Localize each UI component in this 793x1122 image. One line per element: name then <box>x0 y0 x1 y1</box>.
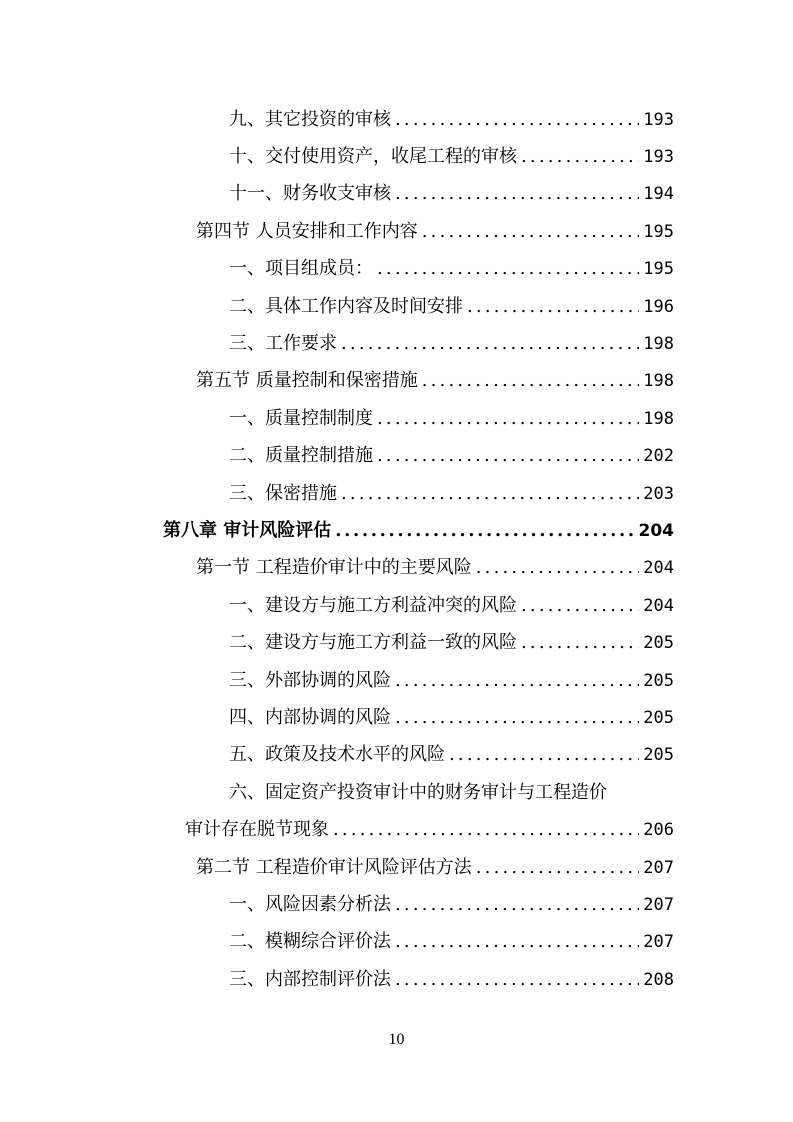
toc-entry-title: 三、外部协调的风险 <box>229 669 391 691</box>
toc-dot-leader <box>521 632 639 654</box>
toc-entry-title: 第五节 质量控制和保密措施 <box>196 370 418 392</box>
toc-entry[interactable] <box>0 550 793 587</box>
toc-entry-title: 二、模糊综合评价法 <box>229 931 391 953</box>
toc-entry[interactable] <box>0 512 793 549</box>
toc-entry-page: 208 <box>643 969 674 990</box>
toc-dot-leader <box>521 146 639 168</box>
toc-entry-page: 205 <box>643 707 674 728</box>
toc-entry[interactable] <box>0 438 793 475</box>
toc-entry-page: 205 <box>643 633 674 654</box>
toc-entry[interactable] <box>0 886 793 923</box>
toc-entry-title: 第四节 人员安排和工作内容 <box>196 220 418 242</box>
toc-entry[interactable] <box>0 924 793 961</box>
toc-entry-page: 205 <box>643 670 674 691</box>
toc-entry[interactable] <box>0 251 793 288</box>
toc-dot-leader <box>395 931 639 953</box>
toc-entry[interactable] <box>0 662 793 699</box>
toc-dot-leader <box>521 595 639 617</box>
toc-entry-page: 203 <box>643 483 674 504</box>
toc-dot-leader <box>377 408 639 430</box>
toc-entry[interactable] <box>0 213 793 250</box>
toc-entry-page: 194 <box>643 184 674 205</box>
toc-entry[interactable] <box>0 176 793 213</box>
table-of-contents <box>0 101 793 998</box>
toc-dot-leader <box>395 109 639 131</box>
toc-dot-leader <box>467 296 639 318</box>
toc-entry-title: 一、质量控制制度 <box>229 407 373 429</box>
toc-entry-title: 五、政策及技术水平的风险 <box>229 744 445 766</box>
toc-dot-leader <box>335 520 634 542</box>
toc-entry-title: 六、固定资产投资审计中的财务审计与工程造价 <box>229 781 607 803</box>
toc-entry-title: 十、交付使用资产，收尾工程的审核 <box>229 146 517 168</box>
toc-entry-title: 十一、财务收支审核 <box>229 183 391 205</box>
toc-entry-page: 207 <box>643 932 674 953</box>
toc-dot-leader <box>395 894 639 916</box>
toc-entry-page: 195 <box>643 259 674 280</box>
toc-entry[interactable] <box>0 288 793 325</box>
toc-entry-page: 198 <box>643 334 674 355</box>
toc-dot-leader <box>422 221 640 243</box>
toc-entry[interactable] <box>0 774 793 811</box>
toc-entry-page: 196 <box>643 296 674 317</box>
toc-entry[interactable] <box>0 363 793 400</box>
toc-entry-title: 九、其它投资的审核 <box>229 108 391 130</box>
toc-dot-leader <box>395 183 639 205</box>
toc-entry-page: 204 <box>643 558 674 579</box>
toc-entry[interactable] <box>0 101 793 138</box>
toc-entry-page: 193 <box>643 109 674 130</box>
toc-entry[interactable] <box>0 811 793 848</box>
toc-dot-leader <box>333 819 639 841</box>
toc-dot-leader <box>476 857 640 879</box>
toc-entry-page: 198 <box>643 371 674 392</box>
toc-entry-page: 205 <box>643 745 674 766</box>
toc-entry-title: 三、工作要求 <box>229 333 337 355</box>
toc-dot-leader <box>377 258 639 280</box>
toc-entry-page: 207 <box>643 857 674 878</box>
toc-entry-title: 第二节 工程造价审计风险评估方法 <box>196 856 472 878</box>
toc-entry-page: 195 <box>643 221 674 242</box>
toc-entry-title: 一、建设方与施工方利益冲突的风险 <box>229 594 517 616</box>
toc-dot-leader <box>476 557 640 579</box>
toc-entry-title: 第一节 工程造价审计中的主要风险 <box>196 557 472 579</box>
toc-entry-title: 三、保密措施 <box>229 482 337 504</box>
page-number: 10 <box>388 1031 405 1048</box>
toc-entry[interactable] <box>0 699 793 736</box>
toc-entry[interactable] <box>0 400 793 437</box>
toc-entry-title: 三、内部控制评价法 <box>229 968 391 990</box>
toc-dot-leader <box>395 670 639 692</box>
toc-entry-page: 193 <box>643 147 674 168</box>
toc-entry-page: 207 <box>643 894 674 915</box>
toc-entry-title: 二、具体工作内容及时间安排 <box>229 295 463 317</box>
toc-dot-leader <box>395 707 639 729</box>
toc-entry[interactable] <box>0 587 793 624</box>
toc-entry-page: 198 <box>643 408 674 429</box>
toc-entry[interactable] <box>0 961 793 998</box>
toc-entry[interactable] <box>0 325 793 362</box>
toc-entry-page: 206 <box>643 820 674 841</box>
toc-entry[interactable] <box>0 138 793 175</box>
toc-dot-leader <box>449 744 639 766</box>
toc-dot-leader <box>377 445 639 467</box>
toc-entry[interactable] <box>0 737 793 774</box>
toc-entry-title: 审计存在脱节现象 <box>185 819 329 841</box>
toc-dot-leader <box>395 969 639 991</box>
toc-entry[interactable] <box>0 475 793 512</box>
toc-entry[interactable] <box>0 849 793 886</box>
toc-dot-leader <box>422 370 640 392</box>
toc-dot-leader <box>341 483 639 505</box>
toc-entry-page: 202 <box>643 446 674 467</box>
toc-entry-title: 一、风险因素分析法 <box>229 893 391 915</box>
toc-entry-title: 二、建设方与施工方利益一致的风险 <box>229 632 517 654</box>
toc-entry-page: 204 <box>643 595 674 616</box>
toc-entry-title: 四、内部协调的风险 <box>229 706 391 728</box>
toc-entry-page: 204 <box>638 520 674 541</box>
toc-entry-title: 二、质量控制措施 <box>229 445 373 467</box>
toc-entry-title: 一、项目组成员： <box>229 258 373 280</box>
toc-dot-leader <box>341 333 639 355</box>
toc-entry[interactable] <box>0 624 793 661</box>
toc-entry-title: 第八章 审计风险评估 <box>163 519 332 541</box>
